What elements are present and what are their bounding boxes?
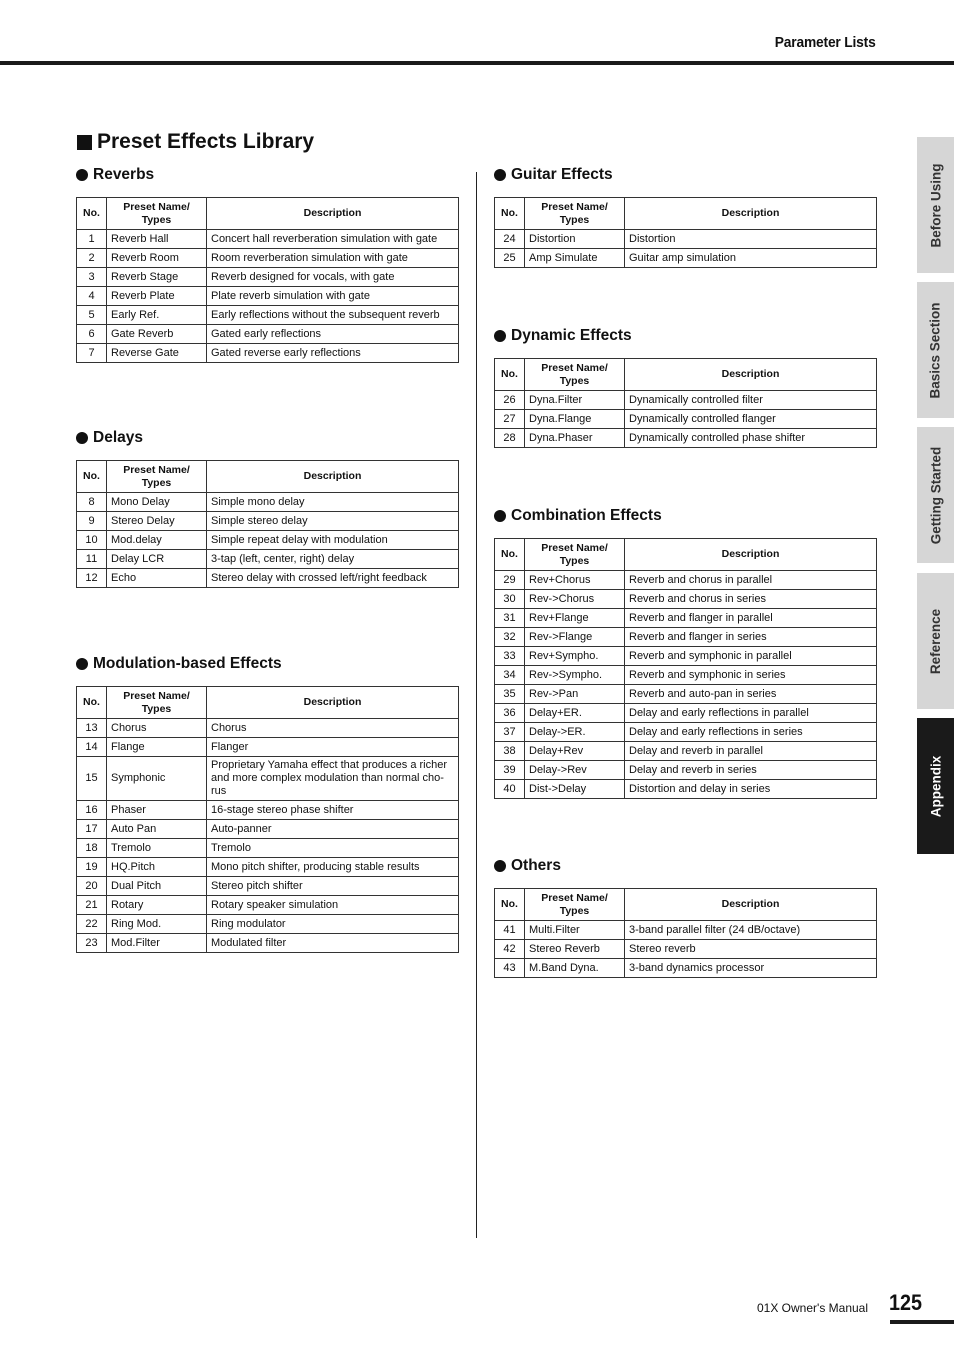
header-preset-name: Preset Name/ Types <box>525 359 625 391</box>
tab-reference[interactable] <box>917 573 954 709</box>
section-heading <box>494 166 876 184</box>
cell-description: Chorus <box>207 719 459 738</box>
cell-preset-name: Dyna.Phaser <box>525 429 625 448</box>
cell-description: Stereo delay with crossed left/right feedback <box>207 569 459 588</box>
cell-preset-name: Delay->ER. <box>525 723 625 742</box>
cell-preset-name: Rotary <box>107 896 207 915</box>
table-row <box>495 761 877 780</box>
table-row <box>77 757 459 801</box>
cell-preset-name: Reverb Hall <box>107 230 207 249</box>
tab-getting-started[interactable] <box>917 427 954 563</box>
table-row <box>495 609 877 628</box>
table-row <box>77 719 459 738</box>
cell-description: Tremolo <box>207 839 459 858</box>
cell-preset-name: Delay+ER. <box>525 704 625 723</box>
cell-preset-name: Dist->Delay <box>525 780 625 799</box>
cell-no: 36 <box>495 704 525 723</box>
table-header-row <box>77 461 459 493</box>
cell-preset-name: Stereo Delay <box>107 512 207 531</box>
cell-description: Delay and early reflections in series <box>625 723 877 742</box>
table-row <box>77 820 459 839</box>
cell-no: 30 <box>495 590 525 609</box>
effects-table <box>494 358 877 448</box>
cell-no: 19 <box>77 858 107 877</box>
cell-description: Dynamically controlled flanger <box>625 410 877 429</box>
cell-description: Stereo pitch shifter <box>207 877 459 896</box>
table-row <box>495 249 877 268</box>
effects-table <box>494 888 877 978</box>
table-row <box>77 268 459 287</box>
cell-preset-name: Echo <box>107 569 207 588</box>
cell-preset-name: Rev+Sympho. <box>525 647 625 666</box>
tab-appendix[interactable] <box>917 718 954 854</box>
cell-no: 41 <box>495 921 525 940</box>
cell-description: Delay and reverb in parallel <box>625 742 877 761</box>
section-reverbs <box>76 166 458 363</box>
cell-no: 13 <box>77 719 107 738</box>
cell-no: 40 <box>495 780 525 799</box>
cell-no: 17 <box>77 820 107 839</box>
cell-no: 28 <box>495 429 525 448</box>
table-row <box>495 666 877 685</box>
page-heading-text: Preset Effects Library <box>97 130 315 153</box>
tab-label: Getting Started <box>928 446 944 544</box>
table-row <box>77 249 459 268</box>
table-row <box>77 550 459 569</box>
section-heading <box>494 327 876 345</box>
cell-no: 20 <box>77 877 107 896</box>
cell-no: 39 <box>495 761 525 780</box>
cell-description: Auto-panner <box>207 820 459 839</box>
cell-no: 22 <box>77 915 107 934</box>
table-row <box>495 940 877 959</box>
cell-preset-name: Dyna.Flange <box>525 410 625 429</box>
table-row <box>495 723 877 742</box>
cell-description: Distortion <box>625 230 877 249</box>
cell-description: Reverb and flanger in parallel <box>625 609 877 628</box>
cell-preset-name: Amp Simulate <box>525 249 625 268</box>
table-header-row <box>495 198 877 230</box>
cell-preset-name: Reverse Gate <box>107 344 207 363</box>
footer-rule <box>890 1320 954 1324</box>
cell-description: Delay and early reflections in parallel <box>625 704 877 723</box>
cell-no: 6 <box>77 325 107 344</box>
cell-description: Room reverberation simulation with gate <box>207 249 459 268</box>
table-row <box>495 685 877 704</box>
cell-no: 2 <box>77 249 107 268</box>
cell-no: 21 <box>77 896 107 915</box>
running-header: Parameter Lists <box>775 34 876 51</box>
table-row <box>77 738 459 757</box>
cell-no: 7 <box>77 344 107 363</box>
bullet-icon <box>494 169 506 181</box>
cell-no: 25 <box>495 249 525 268</box>
page-number: 125 <box>889 1290 923 1315</box>
cell-description: Mono pitch shifter, producing stable results <box>207 858 459 877</box>
cell-description: Reverb and auto-pan in series <box>625 685 877 704</box>
cell-no: 27 <box>495 410 525 429</box>
cell-no: 16 <box>77 801 107 820</box>
cell-preset-name: Symphonic <box>107 757 207 801</box>
table-row <box>77 493 459 512</box>
cell-preset-name: Flange <box>107 738 207 757</box>
cell-preset-name: Dual Pitch <box>107 877 207 896</box>
bullet-icon <box>494 860 506 872</box>
header-description: Description <box>207 687 459 719</box>
bullet-icon <box>494 330 506 342</box>
table-row <box>495 628 877 647</box>
table-row <box>495 410 877 429</box>
tab-label: Appendix <box>928 755 944 817</box>
column-divider <box>476 172 477 1238</box>
cell-preset-name: Reverb Plate <box>107 287 207 306</box>
header-description: Description <box>625 539 877 571</box>
cell-description: Dynamically controlled filter <box>625 391 877 410</box>
header-rule <box>0 61 954 65</box>
tab-label: Basics Section <box>928 301 944 399</box>
cell-no: 4 <box>77 287 107 306</box>
cell-preset-name: Rev->Flange <box>525 628 625 647</box>
table-row <box>77 230 459 249</box>
cell-preset-name: Delay LCR <box>107 550 207 569</box>
cell-preset-name: Rev->Sympho. <box>525 666 625 685</box>
table-row <box>495 742 877 761</box>
cell-description: Reverb and symphonic in series <box>625 666 877 685</box>
table-row <box>77 325 459 344</box>
cell-description: Reverb and chorus in parallel <box>625 571 877 590</box>
effects-table <box>494 538 877 799</box>
header-no: No. <box>495 198 525 230</box>
table-row <box>495 571 877 590</box>
cell-preset-name: Delay->Rev <box>525 761 625 780</box>
tab-label: Before Using <box>928 162 944 248</box>
header-preset-name: Preset Name/ Types <box>107 461 207 493</box>
table-row <box>77 306 459 325</box>
header-preset-name: Preset Name/ Types <box>107 198 207 230</box>
footer-manual-title: 01X Owner's Manual <box>757 1301 869 1315</box>
table-row <box>495 704 877 723</box>
table-row <box>495 391 877 410</box>
cell-description: 3-tap (left, center, right) delay <box>207 550 459 569</box>
cell-description: Simple mono delay <box>207 493 459 512</box>
cell-no: 24 <box>495 230 525 249</box>
cell-description: Guitar amp simulation <box>625 249 877 268</box>
cell-no: 34 <box>495 666 525 685</box>
cell-no: 15 <box>77 757 107 801</box>
table-row <box>495 230 877 249</box>
cell-description: Simple stereo delay <box>207 512 459 531</box>
header-no: No. <box>495 889 525 921</box>
header-no: No. <box>77 687 107 719</box>
table-row <box>77 839 459 858</box>
table-row <box>77 877 459 896</box>
table-header-row <box>77 198 459 230</box>
cell-no: 8 <box>77 493 107 512</box>
cell-preset-name: HQ.Pitch <box>107 858 207 877</box>
cell-description: Early reflections without the subsequent reverb <box>207 306 459 325</box>
page-heading <box>77 130 314 154</box>
table-row <box>77 569 459 588</box>
cell-description: Gated early reflections <box>207 325 459 344</box>
cell-description: Proprietary Yamaha effect that produces a richer and more complex modulation than normal cho-rus <box>207 757 459 801</box>
cell-preset-name: Reverb Stage <box>107 268 207 287</box>
section-combination <box>494 507 876 799</box>
cell-preset-name: Dyna.Filter <box>525 391 625 410</box>
section-modulation <box>76 655 458 953</box>
cell-no: 12 <box>77 569 107 588</box>
table-row <box>495 921 877 940</box>
section-delays <box>76 429 458 588</box>
cell-description: Flanger <box>207 738 459 757</box>
table-header-row <box>77 687 459 719</box>
cell-description: Reverb and symphonic in parallel <box>625 647 877 666</box>
cell-description: Delay and reverb in series <box>625 761 877 780</box>
cell-no: 33 <box>495 647 525 666</box>
cell-no: 32 <box>495 628 525 647</box>
cell-no: 43 <box>495 959 525 978</box>
header-description: Description <box>207 461 459 493</box>
cell-description: 3-band dynamics processor <box>625 959 877 978</box>
table-header-row <box>495 889 877 921</box>
cell-no: 1 <box>77 230 107 249</box>
header-preset-name: Preset Name/ Types <box>525 889 625 921</box>
cell-description: Ring modulator <box>207 915 459 934</box>
cell-description: Dynamically controlled phase shifter <box>625 429 877 448</box>
cell-preset-name: Chorus <box>107 719 207 738</box>
cell-description: Simple repeat delay with modulation <box>207 531 459 550</box>
table-row <box>77 512 459 531</box>
effects-table <box>76 197 459 363</box>
section-title: Guitar Effects <box>511 166 613 183</box>
cell-preset-name: Auto Pan <box>107 820 207 839</box>
bullet-icon <box>76 169 88 181</box>
cell-no: 10 <box>77 531 107 550</box>
table-row <box>77 531 459 550</box>
tab-basics-section[interactable] <box>917 282 954 418</box>
section-title: Modulation-based Effects <box>93 655 282 672</box>
cell-no: 26 <box>495 391 525 410</box>
cell-no: 23 <box>77 934 107 953</box>
section-title: Combination Effects <box>511 507 662 524</box>
cell-description: Reverb designed for vocals, with gate <box>207 268 459 287</box>
header-preset-name: Preset Name/ Types <box>525 539 625 571</box>
table-row <box>77 801 459 820</box>
cell-description: Reverb and flanger in series <box>625 628 877 647</box>
section-title: Dynamic Effects <box>511 327 632 344</box>
cell-description: Concert hall reverberation simulation with gate <box>207 230 459 249</box>
cell-no: 31 <box>495 609 525 628</box>
section-title: Reverbs <box>93 166 155 183</box>
section-heading <box>494 857 876 875</box>
cell-description: Rotary speaker simulation <box>207 896 459 915</box>
cell-no: 18 <box>77 839 107 858</box>
table-row <box>77 896 459 915</box>
cell-preset-name: Rev+Chorus <box>525 571 625 590</box>
effects-table <box>76 686 459 953</box>
cell-no: 37 <box>495 723 525 742</box>
section-heading <box>76 429 458 447</box>
header-preset-name: Preset Name/ Types <box>525 198 625 230</box>
table-row <box>77 915 459 934</box>
section-title: Delays <box>93 429 143 446</box>
table-row <box>495 647 877 666</box>
header-description: Description <box>207 198 459 230</box>
section-others <box>494 857 876 978</box>
tab-label: Reference <box>928 608 944 674</box>
cell-preset-name: Delay+Rev <box>525 742 625 761</box>
bullet-icon <box>494 510 506 522</box>
cell-description: Modulated filter <box>207 934 459 953</box>
section-heading <box>76 655 458 673</box>
cell-preset-name: Mono Delay <box>107 493 207 512</box>
header-no: No. <box>495 359 525 391</box>
cell-preset-name: Rev+Flange <box>525 609 625 628</box>
bullet-icon <box>76 432 88 444</box>
header-description: Description <box>625 359 877 391</box>
header-no: No. <box>495 539 525 571</box>
cell-preset-name: Gate Reverb <box>107 325 207 344</box>
cell-no: 9 <box>77 512 107 531</box>
cell-preset-name: Reverb Room <box>107 249 207 268</box>
table-row <box>495 780 877 799</box>
cell-description: 3-band parallel filter (24 dB/octave) <box>625 921 877 940</box>
table-row <box>77 858 459 877</box>
header-description: Description <box>625 198 877 230</box>
cell-preset-name: M.Band Dyna. <box>525 959 625 978</box>
cell-preset-name: Early Ref. <box>107 306 207 325</box>
section-title: Others <box>511 857 561 874</box>
cell-preset-name: Phaser <box>107 801 207 820</box>
header-no: No. <box>77 461 107 493</box>
table-row <box>77 934 459 953</box>
section-dynamic <box>494 327 876 448</box>
cell-description: Plate reverb simulation with gate <box>207 287 459 306</box>
cell-no: 29 <box>495 571 525 590</box>
header-preset-name: Preset Name/ Types <box>107 687 207 719</box>
table-row <box>77 344 459 363</box>
table-header-row <box>495 539 877 571</box>
table-row <box>495 429 877 448</box>
table-row <box>495 590 877 609</box>
cell-description: Distortion and delay in series <box>625 780 877 799</box>
cell-no: 11 <box>77 550 107 569</box>
bullet-icon <box>76 658 88 670</box>
cell-no: 42 <box>495 940 525 959</box>
cell-no: 38 <box>495 742 525 761</box>
header-description: Description <box>625 889 877 921</box>
tab-before-using[interactable] <box>917 137 954 273</box>
section-guitar <box>494 166 876 268</box>
section-heading <box>494 507 876 525</box>
cell-description: Gated reverse early reflections <box>207 344 459 363</box>
effects-table <box>76 460 459 588</box>
cell-preset-name: Mod.Filter <box>107 934 207 953</box>
cell-no: 5 <box>77 306 107 325</box>
cell-description: 16-stage stereo phase shifter <box>207 801 459 820</box>
cell-no: 14 <box>77 738 107 757</box>
cell-description: Stereo reverb <box>625 940 877 959</box>
table-row <box>495 959 877 978</box>
cell-no: 3 <box>77 268 107 287</box>
square-bullet-icon <box>77 135 92 150</box>
table-row <box>77 287 459 306</box>
effects-table <box>494 197 877 268</box>
header-no: No. <box>77 198 107 230</box>
cell-preset-name: Stereo Reverb <box>525 940 625 959</box>
cell-preset-name: Distortion <box>525 230 625 249</box>
cell-preset-name: Ring Mod. <box>107 915 207 934</box>
cell-preset-name: Multi.Filter <box>525 921 625 940</box>
cell-preset-name: Tremolo <box>107 839 207 858</box>
cell-preset-name: Rev->Chorus <box>525 590 625 609</box>
table-header-row <box>495 359 877 391</box>
section-heading <box>76 166 458 184</box>
cell-preset-name: Mod.delay <box>107 531 207 550</box>
cell-no: 35 <box>495 685 525 704</box>
cell-description: Reverb and chorus in series <box>625 590 877 609</box>
cell-preset-name: Rev->Pan <box>525 685 625 704</box>
